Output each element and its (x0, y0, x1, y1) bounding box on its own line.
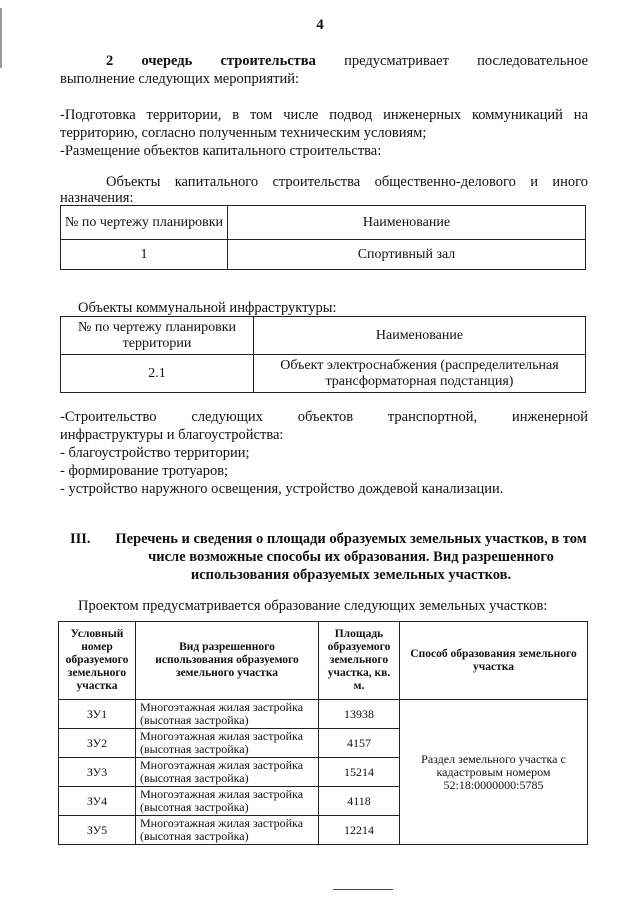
measure-preparation: -Подготовка территории, в том числе подвод инженерных коммуникаций на территорию, согласно полученным техническим условиям; (60, 107, 588, 141)
cell-name: Спортивный зал (228, 240, 586, 270)
header-name: Наименование (254, 317, 586, 355)
header-permitted-use: Вид разрешенного использования образуемого земельного участка (136, 622, 319, 700)
plots-intro: Проектом предусматривается образование следующих земельных участков: (78, 598, 548, 614)
intro-word: строительства (220, 53, 316, 69)
cell-area: 4157 (319, 729, 400, 758)
infra-line-2: инфраструктуры и благоустройства: (60, 427, 284, 443)
infra-item: - благоустройство территории; (60, 445, 250, 461)
cell-plot-id: ЗУ2 (59, 729, 136, 758)
cell-permitted-use: Многоэтажная жилая застройка (высотная застройка) (136, 758, 319, 787)
cell-name: Объект электроснабжения (распределительная трансформаторная подстанция) (254, 355, 586, 393)
capital-word: иного (552, 174, 588, 190)
capital-word: и (530, 174, 538, 190)
cell-plot-id: ЗУ1 (59, 700, 136, 729)
intro-word: предусматривает (344, 53, 449, 69)
intro-word: очередь (141, 53, 193, 69)
header-number: № по чертежу планировки (61, 206, 228, 240)
table-header-row (61, 206, 586, 240)
capital-word: строительства (272, 174, 361, 190)
infra-word: следующих (191, 409, 263, 425)
cell-area: 13938 (319, 700, 400, 729)
cell-permitted-use: Многоэтажная жилая застройка (высотная застройка) (136, 729, 319, 758)
cell-plot-id: ЗУ3 (59, 758, 136, 787)
infra-word: -Строительство (60, 409, 157, 425)
infra-word: транспортной, (387, 409, 478, 425)
table-row (61, 355, 586, 393)
intro-word: 2 (106, 53, 114, 69)
table-header-row (59, 622, 588, 700)
header-area: Площадь образуемого земельного участка, кв. м. (319, 622, 400, 700)
table-row (61, 240, 586, 270)
table-header-row (61, 317, 586, 355)
intro-word: последовательное (477, 53, 588, 69)
cell-permitted-use: Многоэтажная жилая застройка (высотная застройка) (136, 700, 319, 729)
plots-table (58, 621, 588, 845)
table-row (59, 700, 588, 729)
capital-objects-table (60, 205, 586, 270)
communal-objects-table (60, 316, 586, 393)
section-title: Перечень и сведения о площади образуемых земельных участков, в том числе возможные способы их образования. Вид разрешенного использования образуемых земельных участков. (115, 531, 587, 583)
capital-word: Объекты (106, 174, 161, 190)
cell-area: 4118 (319, 787, 400, 816)
cell-number: 1 (61, 240, 228, 270)
capital-intro-line-2: назначения: (60, 190, 134, 206)
bottom-rule (333, 889, 393, 890)
capital-word: общественно-делового (374, 174, 516, 190)
cell-area: 12214 (319, 816, 400, 845)
cell-number: 2.1 (61, 355, 254, 393)
page-number: 4 (316, 17, 324, 33)
header-formation-method: Способ образования земельного участка (400, 622, 588, 700)
capital-intro-line-1 (60, 173, 588, 191)
capital-word: капитального (174, 174, 259, 190)
cell-formation-method: Раздел земельного участка с кадастровым номером 52:18:0000000:5785 (400, 700, 588, 845)
section-number: III. (70, 531, 91, 547)
cell-plot-id: ЗУ5 (59, 816, 136, 845)
intro-line-2: выполнение следующих мероприятий: (60, 71, 300, 87)
header-plot-number: Условный номер образуемого земельного участка (59, 622, 136, 700)
cell-plot-id: ЗУ4 (59, 787, 136, 816)
cell-permitted-use: Многоэтажная жилая застройка (высотная застройка) (136, 816, 319, 845)
cell-area: 15214 (319, 758, 400, 787)
infra-line-1 (60, 408, 588, 426)
header-name: Наименование (228, 206, 586, 240)
header-number: № по чертежу планировки территории (61, 317, 254, 355)
communal-intro: Объекты коммунальной инфраструктуры: (78, 300, 337, 316)
infra-word: объектов (297, 409, 354, 425)
intro-line-1 (60, 52, 588, 70)
section-heading (70, 530, 590, 584)
measure-placement: -Размещение объектов капитального строительства: (60, 143, 382, 159)
infra-item: - формирование тротуаров; (60, 463, 229, 479)
cell-permitted-use: Многоэтажная жилая застройка (высотная застройка) (136, 787, 319, 816)
infra-item: - устройство наружного освещения, устройство дождевой канализации. (60, 481, 504, 497)
infra-word: инженерной (511, 409, 588, 425)
